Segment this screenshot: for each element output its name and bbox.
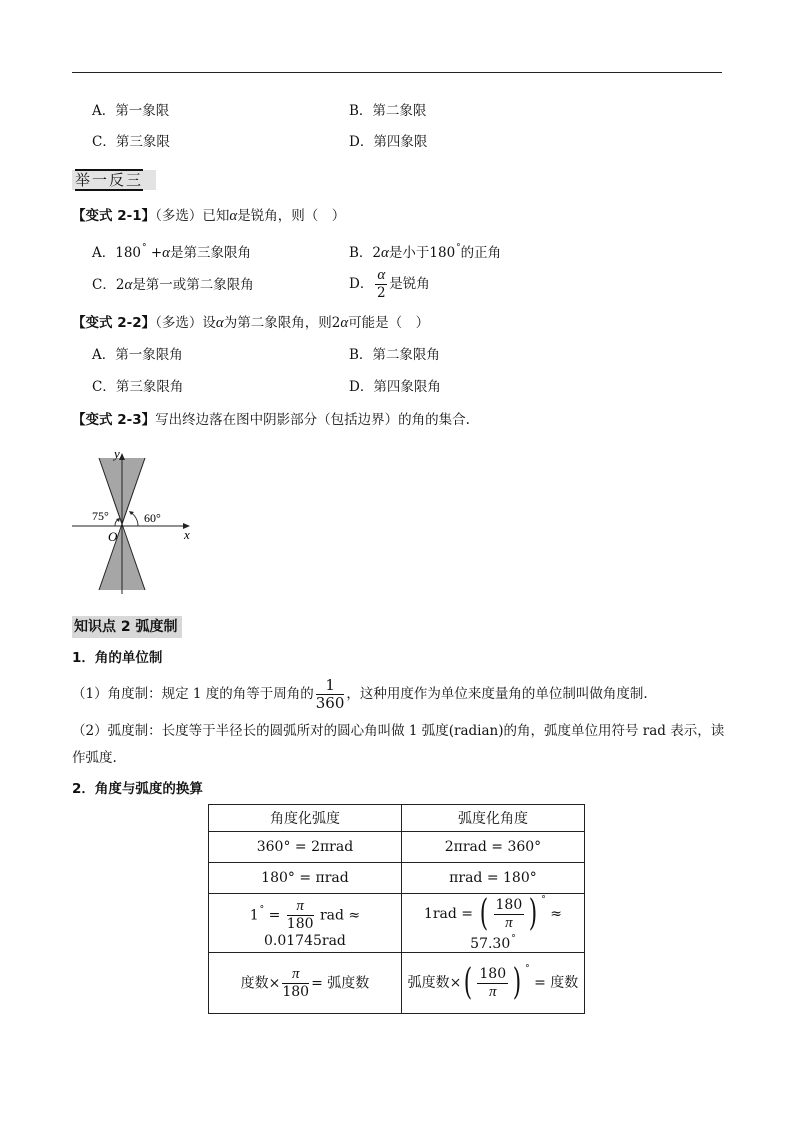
section-tag: 举一反三 bbox=[72, 170, 156, 190]
table-cell: 2πrad = 360° bbox=[401, 832, 584, 863]
table-cell: 弧度数×( $\frac{180}{\pi}$ ) ° = 度数 bbox=[401, 953, 584, 1014]
table-cell: 360° = 2πrad bbox=[209, 832, 402, 863]
option-c: C．第三象限 bbox=[92, 134, 170, 150]
variant-2-3-stem: 【变式 2-3】写出终边落在图中阴影部分（包括边界）的角的集合. bbox=[72, 412, 470, 428]
variant-2-2-option-a: A．第一象限角 bbox=[92, 347, 183, 363]
y-label: y bbox=[114, 446, 120, 461]
degree-definition: （1）角度制：规定 1 度的角等于周角的 $\frac{1}{360}$ ，这种用度作为单位来度量角的单位制叫做角度制. bbox=[72, 676, 648, 712]
table-cell: 1rad = ( $\frac{180}{\pi}$ ) ° ≈ 57.30° bbox=[401, 894, 584, 953]
variant-2-1-option-a: A．180° +α是第三象限角 bbox=[92, 243, 252, 261]
angle-figure bbox=[66, 444, 206, 594]
angle-60-label: 60° bbox=[144, 511, 161, 525]
section-1-title: 1．角的单位制 bbox=[72, 650, 163, 666]
table-cell: πrad = 180° bbox=[401, 863, 584, 894]
table-cell: 180° = πrad bbox=[209, 863, 402, 894]
variant-2-1-option-b: B．2α是小于180°的正角 bbox=[349, 243, 502, 261]
angle-75-label: 75° bbox=[92, 509, 109, 523]
variant-2-2-option-c: C．第三象限角 bbox=[92, 379, 184, 395]
variant-2-2-option-d: D．第四象限角 bbox=[349, 379, 441, 395]
conversion-table bbox=[208, 804, 585, 1014]
radian-definition-line1: （2）弧度制：长度等于半径长的圆弧所对的圆心角叫做 1 弧度(radian)的角，弧度单位用符号 rad 表示，读 bbox=[72, 723, 725, 739]
table-cell: 度数× $\frac{\pi}{180}$ = 弧度数 bbox=[209, 953, 402, 1014]
option-a: A．第一象限 bbox=[92, 103, 170, 119]
variant-2-2-option-b: B．第二象限角 bbox=[349, 347, 440, 363]
table-header-right: 弧度化角度 bbox=[401, 805, 584, 832]
x-label: x bbox=[184, 527, 190, 542]
option-d: D．第四象限 bbox=[349, 134, 428, 150]
y-axis-arrow bbox=[119, 453, 125, 460]
table-header-left: 角度化弧度 bbox=[209, 805, 402, 832]
variant-2-1-option-d: D． $\frac{\alpha}{2}$ 是锐角 bbox=[349, 267, 430, 301]
variant-2-1-stem: 【变式 2-1】（多选）已知α是锐角，则（ ） bbox=[72, 208, 346, 224]
variant-2-2-stem: 【变式 2-2】（多选）设α为第二象限角，则2α可能是（ ） bbox=[72, 315, 430, 331]
header-rule bbox=[72, 72, 722, 73]
radian-definition-line2: 作弧度. bbox=[72, 750, 117, 766]
knowledge-point-title: 知识点 2 弧度制 bbox=[72, 616, 182, 638]
table-cell: 1° = $\frac{\pi}{180}$ rad ≈ 0.01745rad bbox=[209, 894, 402, 953]
section-2-title: 2．角度与弧度的换算 bbox=[72, 781, 203, 797]
option-b: B．第二象限 bbox=[349, 103, 427, 119]
origin-label: O bbox=[108, 529, 118, 544]
arc-75-arrow bbox=[116, 518, 120, 522]
variant-2-1-option-c: C．2α是第一或第二象限角 bbox=[92, 277, 254, 293]
